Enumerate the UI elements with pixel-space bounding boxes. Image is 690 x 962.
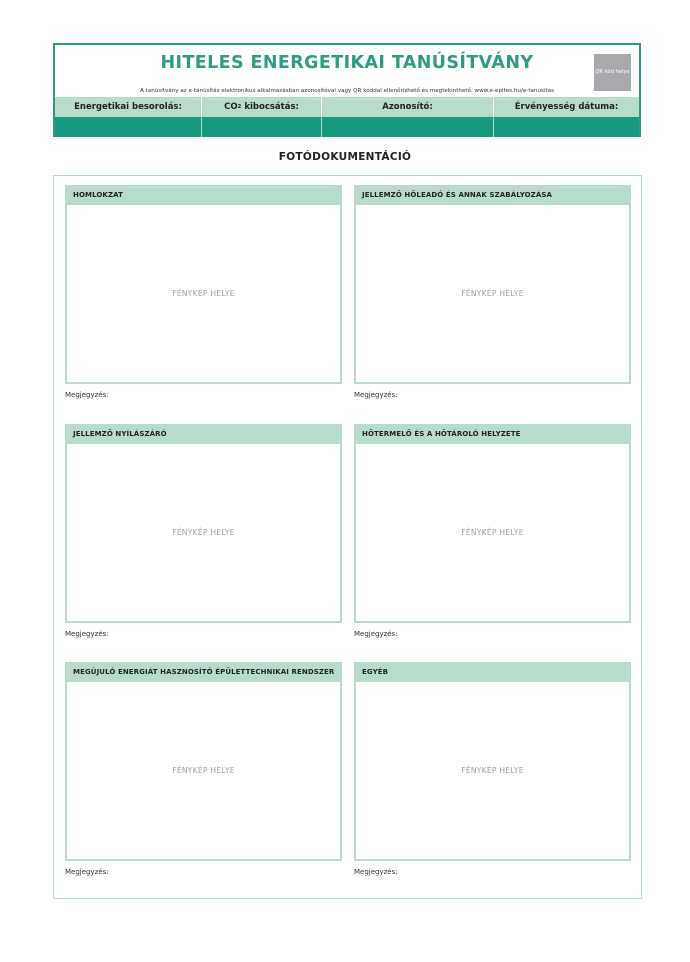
identifier-value [322, 117, 494, 137]
photo-placeholder: FÉNYKÉP HELYE [65, 444, 342, 623]
photo-card-other [354, 662, 631, 876]
photo-card-heat-generator [354, 424, 631, 638]
qr-code-placeholder: QR kód helye [594, 54, 631, 91]
photo-placeholder: FÉNYKÉP HELYE [354, 682, 631, 861]
header-values [55, 117, 639, 137]
photo-placeholder: FÉNYKÉP HELYE [354, 205, 631, 384]
identifier-label: Azonosító: [322, 97, 494, 117]
card-title: HŐTERMELŐ ÉS A HŐTÁROLÓ HELYZETE [354, 424, 631, 444]
header-labels [55, 97, 639, 117]
photo-card-renewable-system [65, 662, 342, 876]
note-label: Megjegyzés: [65, 630, 109, 638]
co2-label-suffix: kibocsátás: [241, 102, 299, 112]
co2-emission-label [202, 97, 322, 117]
co2-label-prefix: CO [224, 102, 238, 112]
photo-placeholder: FÉNYKÉP HELYE [65, 205, 342, 384]
photo-placeholder: FÉNYKÉP HELYE [354, 444, 631, 623]
photo-card-facade [65, 185, 342, 399]
photo-placeholder: FÉNYKÉP HELYE [65, 682, 342, 861]
note-label: Megjegyzés: [354, 868, 398, 876]
card-title: JELLEMZŐ HŐLEADÓ ÉS ANNAK SZABÁLYOZÁSA [354, 185, 631, 205]
card-title: HOMLOKZAT [65, 185, 342, 205]
photo-card-heat-emitter [354, 185, 631, 399]
validity-date-label: Érvényesség dátuma: [514, 102, 619, 112]
note-label: Megjegyzés: [65, 391, 109, 399]
verification-note: A tanúsítvány az e-tanúsítás elektronikus alkalmazásban azonosítóval vagy QR kóddal ellenőrizhető és megtekinthető. www.e-epites.hu/e-tanusitas [139, 88, 555, 94]
note-label: Megjegyzés: [65, 868, 109, 876]
co2-emission-value [202, 117, 322, 137]
section-title: FOTÓDOKUMENTÁCIÓ [278, 151, 412, 163]
validity-date-value [494, 117, 639, 137]
page-title: HITELES ENERGETIKAI TANÚSÍTVÁNY [160, 53, 534, 73]
classification-label: Energetikai besorolás: [55, 97, 202, 117]
card-title: MEGÚJULÓ ENERGIÁT HASZNOSÍTÓ ÉPÜLETTECHNIKAI RENDSZER [65, 662, 342, 682]
photo-card-window [65, 424, 342, 638]
note-label: Megjegyzés: [354, 391, 398, 399]
co2-label-subscript: 2 [237, 104, 242, 110]
card-title: EGYÉB [354, 662, 631, 682]
card-title: JELLEMZŐ NYÍLÁSZÁRÓ [65, 424, 342, 444]
certificate-header [53, 43, 641, 137]
classification-value [55, 117, 202, 137]
note-label: Megjegyzés: [354, 630, 398, 638]
